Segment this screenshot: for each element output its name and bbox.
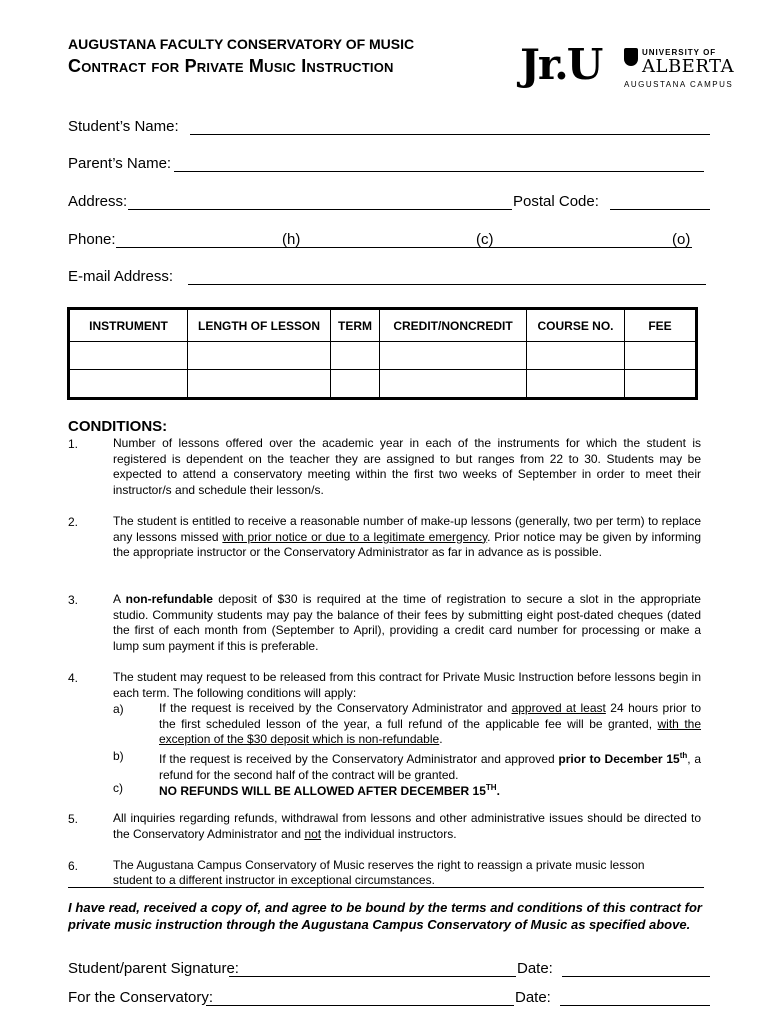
date-label-1: Date: [517, 960, 553, 977]
condition-2-text-end: . Prior notice may be given by informing the appropriate instructor or the Conservatory Administrator as far in advance as is possible. [113, 529, 702, 560]
agreement-statement: I have read, received a copy of, and agree to be bound by the terms and conditions of this contract for private music instruction through the Augustana Campus Conservatory of Music as specified above. [68, 900, 702, 932]
condition-4a [159, 701, 701, 748]
table-cell[interactable] [625, 370, 697, 399]
condition-5-text-end: the individual instructors. [321, 826, 457, 841]
condition-4b-text: If the request is received by the Conservatory Administrator and approved [159, 752, 559, 766]
condition-4a-text: If the request is received by the Conservatory Administrator and [159, 701, 512, 715]
crest-icon [624, 48, 638, 66]
student-name-label: Student’s Name: [68, 118, 179, 135]
phone-home-label: (h) [282, 231, 301, 248]
student-signature-field[interactable] [229, 975, 516, 977]
table-cell[interactable] [331, 370, 380, 399]
condition-2-text: The student is entitled to receive a reasonable number of make-up lessons (generally, two per term) to replace any lessons missed [113, 514, 701, 544]
condition-number: 6. [68, 859, 79, 873]
condition-4a-underlined-2: with the exception of the $30 deposit which is non-refundable [159, 716, 702, 747]
postal-code-label: Postal Code: [513, 193, 599, 210]
phone-office-label: (o) [672, 231, 691, 248]
condition-4c-text: NO REFUNDS WILL BE ALLOWED AFTER DECEMBER 15 [159, 784, 486, 798]
table-cell[interactable] [69, 370, 188, 399]
condition-5-text: All inquiries regarding refunds, withdrawal from lessons and other administrative issues should be directed to the Conservatory Administrator and [113, 811, 701, 841]
condition-6: The Augustana Campus Conservatory of Music reserves the right to reassign a private music lesson [113, 858, 645, 872]
table-cell[interactable] [380, 342, 527, 370]
sub-condition-label: a) [113, 702, 124, 716]
condition-4a-text-mid: 24 hours prior to the first scheduled lesson of the year, a full refund of the applicable fee will be granted, [159, 701, 701, 731]
table-cell[interactable] [69, 342, 188, 370]
table-cell[interactable] [527, 342, 625, 370]
organization-name: AUGUSTANA FACULTY CONSERVATORY OF MUSIC [68, 36, 415, 52]
table-row [69, 342, 697, 370]
condition-2 [113, 514, 701, 561]
condition-3 [113, 592, 701, 654]
table-cell[interactable] [527, 370, 625, 399]
condition-4: The student may request to be released from this contract for Private Music Instruction before lessons begin in each term. The following conditions will apply: [113, 670, 701, 700]
student-signature-label: Student/parent Signature: [68, 960, 239, 977]
date-field-2[interactable] [560, 1004, 710, 1006]
column-header: INSTRUMENT [69, 309, 188, 342]
condition-4b-sup: th [679, 751, 688, 760]
condition-4c [159, 780, 701, 800]
condition-4c-sup: TH [485, 783, 497, 792]
condition-6-cont: student to a different instructor in exceptional circumstances. [113, 873, 435, 887]
column-header: TERM [331, 309, 380, 342]
conditions-title: CONDITIONS: [68, 418, 168, 435]
phone-cell-label: (c) [476, 231, 494, 248]
condition-3-text-end: deposit of $30 is required at the time of registration to secure a slot in the appropriate studio. Community students may pay the balance of their fees by submitting eight post-dated cheques (dated the first of each month from (September to April), providing a credit card number for processing or make a lump sum payment if this is preferable. [113, 592, 701, 653]
condition-number: 3. [68, 593, 79, 607]
condition-5-underlined: not [304, 826, 322, 841]
condition-1: Number of lessons offered over the academic year in each of the instruments for which the student is registered is dependent on the teacher they are assigned to but ranges from 22 to 30. Students may be expected to attend a conservatory meeting within the first two weeks of September in order to meet their instructor/s and schedule their lesson/s. [113, 436, 701, 497]
condition-number: 1. [68, 437, 79, 451]
date-label-2: Date: [515, 989, 551, 1006]
phone-label: Phone: [68, 231, 116, 248]
document-title: Contract for Private Music Instruction [68, 56, 394, 76]
column-header: COURSE NO. [527, 309, 625, 342]
logo-campus: AUGUSTANA CAMPUS [624, 80, 734, 89]
jru-logo: Jr.U [520, 40, 602, 89]
student-name-field[interactable] [190, 133, 710, 135]
parent-name-label: Parent’s Name: [68, 155, 172, 172]
parent-name-field[interactable] [174, 170, 704, 172]
condition-5 [113, 811, 701, 842]
date-field-1[interactable] [562, 975, 710, 977]
conservatory-signature-label: For the Conservatory: [68, 989, 214, 1006]
email-label: E-mail Address: [68, 268, 174, 285]
logo-alberta: ALBERTA [642, 56, 735, 77]
logo-university-of: UNIVERSITY OF [642, 48, 717, 57]
table-header-row [69, 309, 697, 342]
address-label: Address: [68, 193, 128, 210]
table-row [69, 370, 697, 399]
address-field[interactable] [128, 208, 512, 210]
conservatory-signature-field[interactable] [206, 1004, 514, 1006]
condition-4b-text-end: , a refund for the second half of the contract will be granted. [159, 752, 702, 782]
column-header: FEE [625, 309, 697, 342]
condition-3-text: A [113, 592, 126, 606]
sub-condition-label: c) [113, 781, 123, 795]
condition-4a-underlined: approved at least [511, 701, 606, 715]
table-cell[interactable] [380, 370, 527, 399]
section-divider [68, 886, 704, 888]
condition-3-bold: non-refundable [125, 592, 213, 606]
condition-number: 2. [68, 515, 79, 529]
condition-4c-end: . [496, 784, 500, 798]
table-cell[interactable] [331, 342, 380, 370]
university-logo [624, 48, 734, 90]
table-cell[interactable] [625, 342, 697, 370]
condition-2-underlined: with prior notice or due to a legitimate emergency [222, 529, 488, 544]
table-cell[interactable] [188, 342, 331, 370]
lesson-table [67, 307, 698, 400]
condition-4a-text-end: . [439, 732, 443, 747]
email-field[interactable] [188, 283, 706, 285]
column-header: CREDIT/NONCREDIT [380, 309, 527, 342]
condition-4b-bold: prior to December 15 [558, 752, 680, 766]
condition-4b [159, 748, 701, 783]
condition-number: 4. [68, 671, 79, 685]
phone-field[interactable] [116, 246, 692, 248]
table-cell[interactable] [188, 370, 331, 399]
postal-code-field[interactable] [610, 208, 710, 210]
column-header: LENGTH OF LESSON [188, 309, 331, 342]
condition-number: 5. [68, 812, 79, 826]
sub-condition-label: b) [113, 749, 124, 763]
